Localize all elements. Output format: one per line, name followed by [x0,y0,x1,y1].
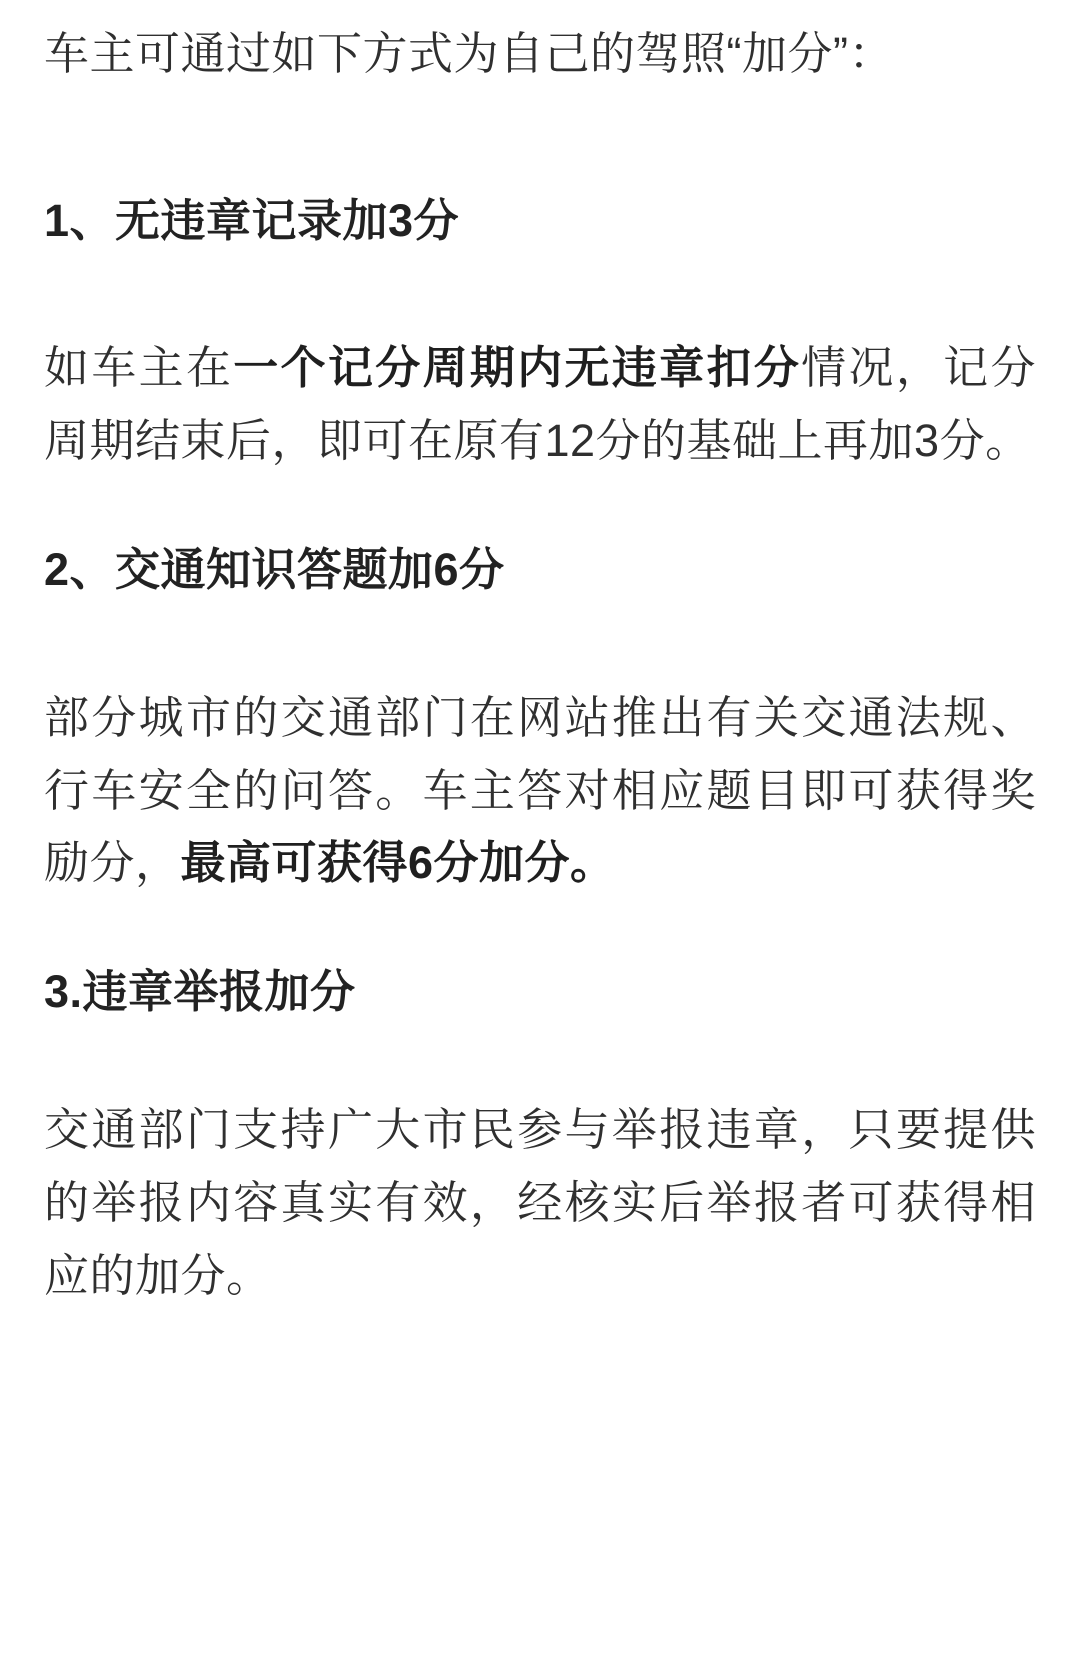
section-3-paragraph [44,1094,1036,1313]
section-3-text-part-1: 交通部门支持广大市民参与举报违章，只要提供的举报内容真实有效，经核实后举报者可获得相应的加分。 [44,1103,1036,1301]
section-1-text-part-1: 如车主在 [44,342,234,394]
section-2-text-part-1: 部分城市的交通部门在网站推出有关交通法规、行车安全的问答。车主答对相应题目即可获得奖励分， [44,691,1036,889]
section-3-heading: 3.违章举报加分 [44,966,356,1018]
section-2-heading: 2、交通知识答题加6分 [44,544,505,596]
section-1-text-part-2: 一个记分周期内无违章扣分 [233,342,802,394]
lead-paragraph: 车主可通过如下方式为自己的驾照“加分”： [44,28,894,79]
section-2-paragraph [44,682,1036,901]
section-2-text-part-2: 最高可获得6分加分。 [180,837,616,889]
section-1-text-part-3: 情况，记分周期结束后，即可在原有12分的基础上再加3分。 [44,342,1036,467]
section-1-paragraph [44,332,1036,478]
section-1-heading: 1、无违章记录加3分 [44,194,460,246]
